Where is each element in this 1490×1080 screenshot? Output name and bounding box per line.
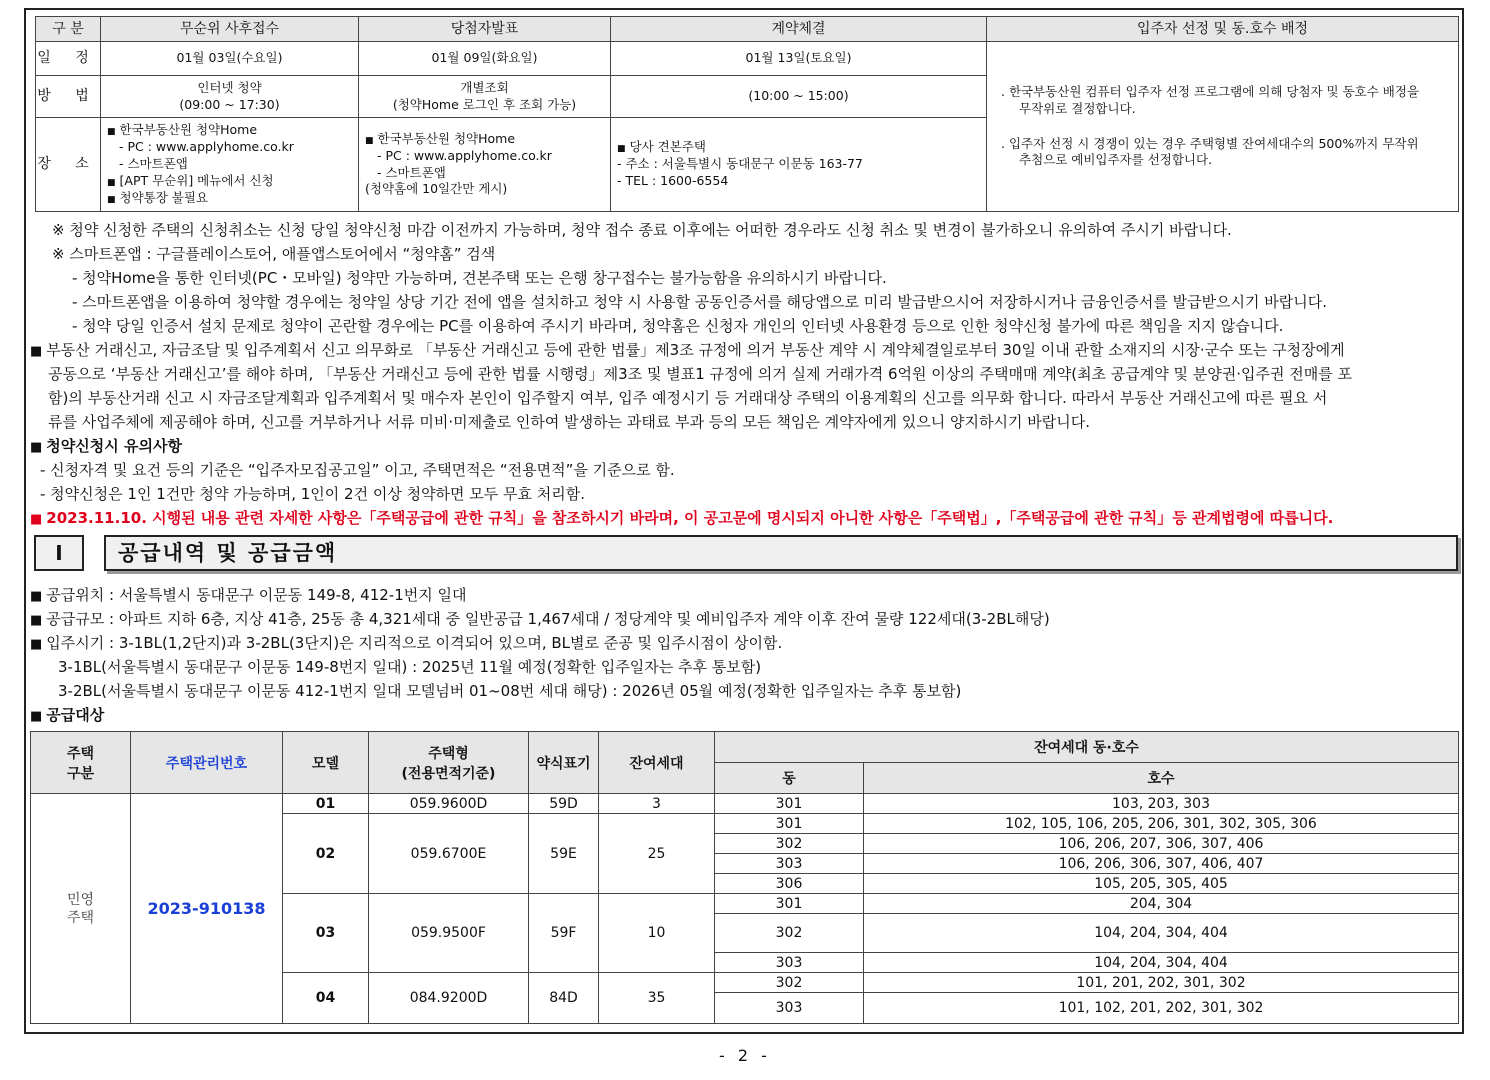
place-ann-line4: (청약홈에 10일간만 게시) xyxy=(365,181,508,197)
method-ann-line1: 개별조회 xyxy=(460,79,509,95)
section-title: 공급내역 및 공급금액 xyxy=(104,535,1458,571)
header-house-size: 주택형 (전용면적기준) xyxy=(369,732,529,794)
selection-line-2: 무작위로 결정합니다. xyxy=(1019,100,1136,116)
bullet-icon: ■ xyxy=(107,194,116,205)
selection-line-3: . 입주자 선정 시 경쟁이 있는 경우 주택형별 잔여세대수의 500%까지 무작위 xyxy=(1001,135,1419,151)
supply-movein: ■ 입주시기 : 3-1BL(1,2단지)과 3-2BL(3단지)은 지리적으로 이격되어 있으며, BL별로 준공 및 입주시점이 상이함. xyxy=(30,634,783,652)
abbr-cell: 59D xyxy=(529,794,599,814)
dong-cell: 303 xyxy=(715,854,864,874)
bullet-icon: ■ xyxy=(107,127,116,138)
schedule-table xyxy=(35,16,1459,212)
square-bullet-icon: ■ xyxy=(30,589,43,604)
note-line-1: ※ 청약 신청한 주택의 신청취소는 신청 당일 청약신청 마감 이전까지 가능하며, 청약 접수 종료 이후에는 어떠한 경우라도 신청 취소 및 변경이 불가하오니 유의하여 주시기 바랍니다. xyxy=(52,221,1232,239)
ho-cell: 104, 204, 304, 404 xyxy=(864,953,1459,973)
header-units: 잔여세대 동·호수 xyxy=(715,732,1459,763)
type-cell: 059.9600D xyxy=(369,794,529,814)
section-number: I xyxy=(34,535,84,571)
selection-line-1: . 한국부동산원 컴퓨터 입주자 선정 프로그램에 의해 당첨자 및 동호수 배정을 xyxy=(1001,83,1420,99)
header-abbr: 약식표기 xyxy=(529,732,599,794)
schedule-method-application xyxy=(101,76,359,118)
schedule-header-application: 무순위 사후접수 xyxy=(101,17,359,42)
ho-cell: 101, 201, 202, 301, 302 xyxy=(864,973,1459,993)
ho-cell: 105, 205, 305, 405 xyxy=(864,874,1459,894)
square-bullet-icon: ■ xyxy=(30,344,43,359)
note-line-3: - 청약Home을 통한 인터넷(PC・모바일) 청약만 가능하며, 견본주택 또는 은행 창구접수는 불가능함을 유의하시기 바랍니다. xyxy=(72,269,887,287)
place-con-line3: - TEL : 1600-6554 xyxy=(617,172,729,188)
red-notice: ■ 2023.11.10. 시행된 내용 관련 자세한 사항은「주택공급에 관한 규칙」을 참조하시기 바라며, 이 공고문에 명시되지 아니한 사항은「주택법」,「주택공급에 관한 규칙」등 관계법령에 따릅니다. xyxy=(30,509,1334,527)
model-cell: 01 xyxy=(283,794,369,814)
place-con-line2: - 주소 : 서울특별시 동대문구 이문동 163-77 xyxy=(617,156,863,172)
mgmt-no-cell: 2023-910138 xyxy=(131,794,283,1024)
schedule-date-contract: 01월 13일(토요일) xyxy=(611,42,987,76)
schedule-header-category: 구 분 xyxy=(36,17,101,42)
realestate-line-3: 함)의 부동산거래 신고 시 자금조달계획과 입주계획서 및 매수자 본인이 입주할지 여부, 입주 예정시기 등 거래대상 주택의 이용계획의 신고를 의무화 합니다. 따라서 부동산 거래신고에 따른 필요 서 xyxy=(48,389,1328,407)
square-bullet-icon: ■ xyxy=(30,637,43,652)
schedule-selection-cell xyxy=(987,42,1459,212)
method-app-line1: 인터넷 청약 xyxy=(197,79,262,95)
square-bullet-icon: ■ xyxy=(30,613,43,628)
dong-cell: 301 xyxy=(715,894,864,914)
supply-movein-3-1bl: 3-1BL(서울특별시 동대문구 이문동 149-8번지 일대) : 2025년 11월 예정(정확한 입주일자는 추후 통보함) xyxy=(58,658,762,676)
method-app-line2: (09:00 ~ 17:30) xyxy=(179,96,280,112)
place-con-line1: ■ 당사 견본주택 xyxy=(617,139,706,155)
ho-cell: 104, 204, 304, 404 xyxy=(864,914,1459,953)
ho-cell: 102, 105, 106, 205, 206, 301, 302, 305, 306 xyxy=(864,814,1459,834)
supply-table xyxy=(30,731,1459,1024)
realestate-line-1: ■ 부동산 거래신고, 자금조달 및 입주계획서 신고 의무화로 「부동산 거래신고 등에 관한 법률」제3조 규정에 의거 부동산 계약 시 계약체결일로부터 30일 이내 관할 소재지의 시장·군수 또는 구청장에게 xyxy=(30,341,1345,359)
remaining-cell: 3 xyxy=(599,794,715,814)
ho-cell: 106, 206, 306, 307, 406, 407 xyxy=(864,854,1459,874)
dong-cell: 303 xyxy=(715,953,864,973)
method-ann-line2: (청약Home 로그인 후 조회 가능) xyxy=(392,96,577,112)
caution-title: ■ 청약신청시 유의사항 xyxy=(30,437,182,455)
square-bullet-icon: ■ xyxy=(30,512,43,527)
abbr-cell: 59E xyxy=(529,814,599,894)
model-cell: 02 xyxy=(283,814,369,894)
supply-target-title: ■ 공급대상 xyxy=(30,706,105,724)
ho-cell: 204, 304 xyxy=(864,894,1459,914)
type-cell: 084.9200D xyxy=(369,973,529,1024)
model-cell: 04 xyxy=(283,973,369,1024)
note-line-2: ※ 스마트폰앱 : 구글플레이스토어, 애플앱스토어에서 “청약홈” 검색 xyxy=(52,245,496,263)
header-model: 모델 xyxy=(283,732,369,794)
square-bullet-icon: ■ xyxy=(30,440,43,455)
dong-cell: 302 xyxy=(715,914,864,953)
schedule-method-announcement xyxy=(359,76,611,118)
ho-cell: 101, 102, 201, 202, 301, 302 xyxy=(864,993,1459,1024)
caution-item-1: - 신청자격 및 요건 등의 기준은 “입주자모집공고일” 이고, 주택면적은 “전용면적”을 기준으로 함. xyxy=(40,461,675,479)
model-cell: 03 xyxy=(283,894,369,973)
supply-movein-3-2bl: 3-2BL(서울특별시 동대문구 이문동 412-1번지 일대 모델넘버 01~08번 세대 해당) : 2026년 05월 예정(정확한 입주일자는 추후 통보함) xyxy=(58,682,962,700)
place-app-line3: - 스마트폰앱 xyxy=(119,156,188,172)
schedule-row-method-label: 방 법 xyxy=(36,76,101,118)
remaining-cell: 10 xyxy=(599,894,715,973)
realestate-line-4: 류를 사업주체에 제공해야 하며, 신고를 거부하거나 서류 미비·미제출로 인하여 발생하는 과태료 부과 등의 모든 책임은 계약자에게 있으니 양지하시기 바랍니다. xyxy=(48,413,1090,431)
header-remaining: 잔여세대 xyxy=(599,732,715,794)
dong-cell: 301 xyxy=(715,814,864,834)
header-mgmt-no: 주택관리번호 xyxy=(131,732,283,794)
schedule-place-contract xyxy=(611,118,987,212)
bullet-icon: ■ xyxy=(617,144,626,155)
place-ann-line2: - PC : www.applyhome.co.kr xyxy=(377,147,552,163)
schedule-header-announcement: 당첨자발표 xyxy=(359,17,611,42)
square-bullet-icon: ■ xyxy=(30,709,43,724)
dong-cell: 303 xyxy=(715,993,864,1024)
supply-scale: ■ 공급규모 : 아파트 지하 6층, 지상 41층, 25동 총 4,321세대 중 일반공급 1,467세대 / 정당계약 및 예비입주자 계약 이후 잔여 물량 122세대(3-2BL해당) xyxy=(30,610,1050,628)
schedule-place-application xyxy=(101,118,359,212)
note-line-5: - 청약 당일 인증서 설치 문제로 청약이 곤란할 경우에는 PC를 이용하여 주시기 바라며, 청약홈은 신청자 개인의 인터넷 사용환경 등으로 인한 청약신청 불가에 따른 책임을 지지 않습니다. xyxy=(72,317,1284,335)
schedule-header-selection: 입주자 선정 및 동.호수 배정 xyxy=(987,17,1459,42)
type-cell: 059.6700E xyxy=(369,814,529,894)
schedule-date-announcement: 01월 09일(화요일) xyxy=(359,42,611,76)
schedule-header-contract: 계약체결 xyxy=(611,17,987,42)
place-app-line2: - PC : www.applyhome.co.kr xyxy=(119,139,294,155)
place-app-line5: ■ 청약통장 불필요 xyxy=(107,189,209,205)
dong-cell: 301 xyxy=(715,794,864,814)
abbr-cell: 84D xyxy=(529,973,599,1024)
bullet-icon: ■ xyxy=(107,177,116,188)
dong-cell: 302 xyxy=(715,973,864,993)
bullet-icon: ■ xyxy=(365,135,374,146)
header-house-type: 주택 구분 xyxy=(31,732,131,794)
supply-location: ■ 공급위치 : 서울특별시 동대문구 이문동 149-8, 412-1번지 일대 xyxy=(30,586,467,604)
ho-cell: 103, 203, 303 xyxy=(864,794,1459,814)
place-ann-line3: - 스마트폰앱 xyxy=(377,164,446,180)
selection-line-4: 추첨으로 예비입주자를 선정합니다. xyxy=(1019,152,1213,168)
type-cell: 059.9500F xyxy=(369,894,529,973)
caution-item-2: - 청약신청은 1인 1건만 청약 가능하며, 1인이 2건 이상 청약하면 모두 무효 처리함. xyxy=(40,485,586,503)
place-app-line4: ■ [APT 무순위] 메뉴에서 신청 xyxy=(107,172,274,188)
house-type-cell: 민영 주택 xyxy=(31,794,131,1024)
place-ann-line1: ■ 한국부동산원 청약Home xyxy=(365,130,516,146)
place-app-line1: ■ 한국부동산원 청약Home xyxy=(107,122,258,138)
remaining-cell: 35 xyxy=(599,973,715,1024)
realestate-line-2: 공동으로 ‘부동산 거래신고’를 해야 하며, 「부동산 거래신고 등에 관한 법률 시행령」제3조 및 별표1 규정에 의거 실제 거래가격 6억원 이상의 주택매매 계약(최초 공급계약 및 분양권·입주권 전매를 포 xyxy=(48,365,1353,383)
schedule-row-place-label: 장 소 xyxy=(36,118,101,212)
ho-cell: 106, 206, 207, 306, 307, 406 xyxy=(864,834,1459,854)
page-number: - 2 - xyxy=(719,1046,771,1065)
schedule-method-contract: (10:00 ~ 15:00) xyxy=(611,76,987,118)
dong-cell: 302 xyxy=(715,834,864,854)
note-line-4: - 스마트폰앱을 이용하여 청약할 경우에는 청약일 상당 기간 전에 앱을 설치하고 청약 시 사용할 공동인증서를 해당앱으로 미리 발급받으시어 저장하시거나 금융인증서를 발급받으시기 바랍니다. xyxy=(72,293,1328,311)
schedule-place-announcement xyxy=(359,118,611,212)
header-dong: 동 xyxy=(715,763,864,794)
abbr-cell: 59F xyxy=(529,894,599,973)
dong-cell: 306 xyxy=(715,874,864,894)
schedule-date-application: 01월 03일(수요일) xyxy=(101,42,359,76)
schedule-row-date-label: 일 정 xyxy=(36,42,101,76)
remaining-cell: 25 xyxy=(599,814,715,894)
header-ho: 호수 xyxy=(864,763,1459,794)
